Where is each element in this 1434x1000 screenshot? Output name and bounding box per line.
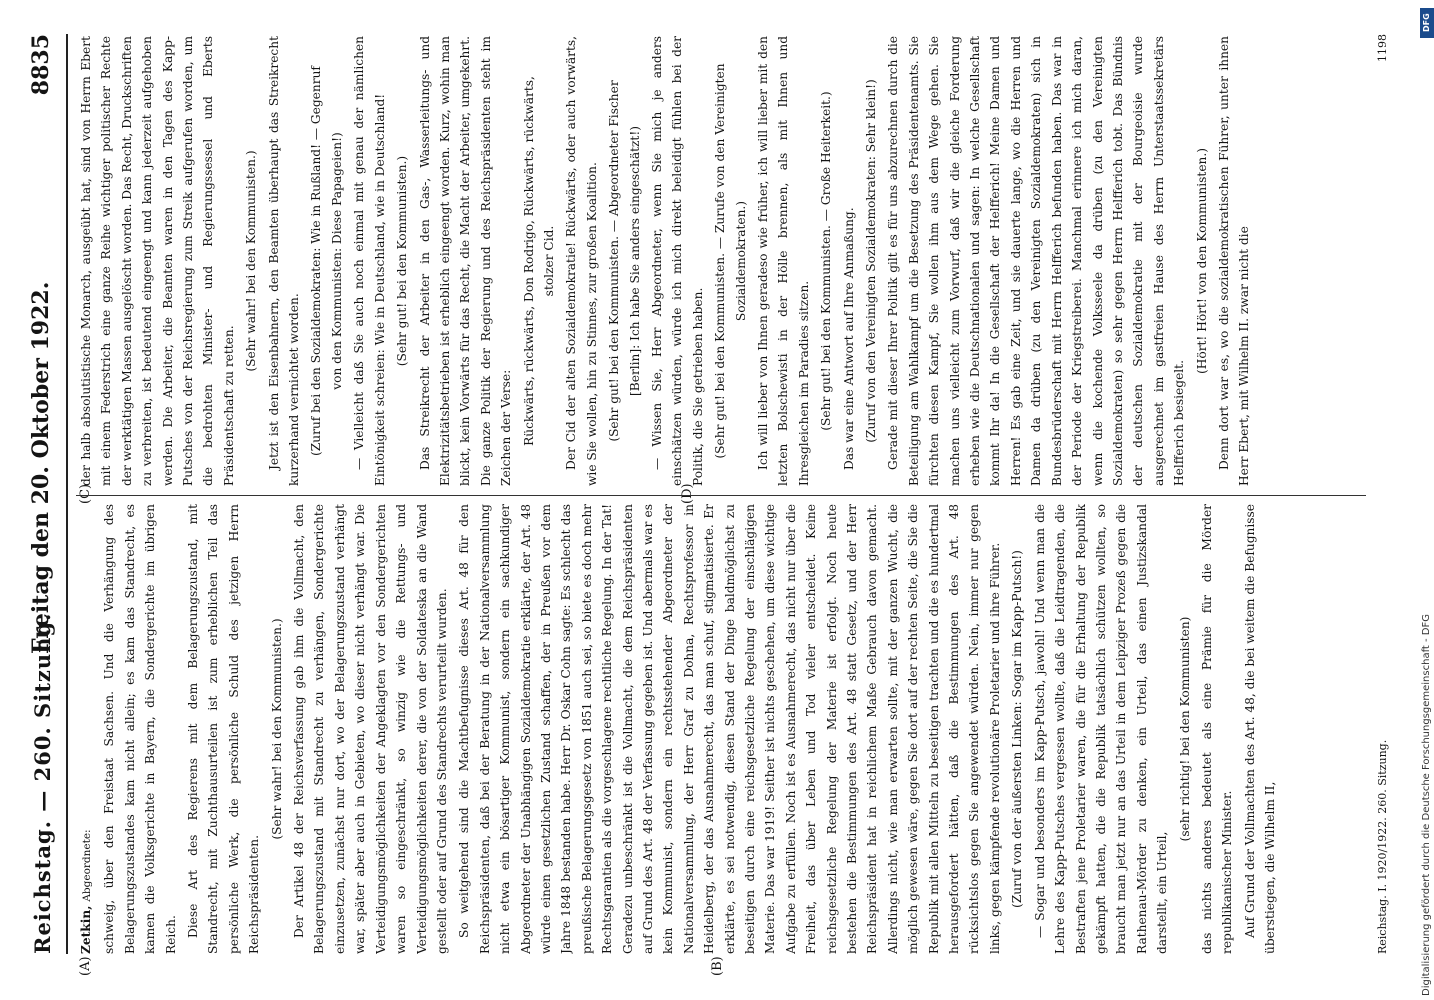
paragraph: Der Artikel 48 der Reichsverfassung gab ihm die Vollmacht, den Belagerungszustand mit Standrecht zu verhängen, Sondergerichte einzusetzen, zunächst nur dort, wo der Belagerungszustand verhängt war, später aber auch in Gebieten, wo dieser nicht verhängt war. Die Verteidigungsmöglichkeiten der Angeklagten vor den Sondergerichten waren so eingeschränkt, so winzig wie die Rettungs- und Verteidigungsmöglichkeiten derer, die von der Soldateska an die Wand gestellt oder auf Grund des Standrechts verurteilt wurden. [292, 504, 449, 954]
right-column [76, 36, 1376, 486]
paragraph: — Vielleicht daß Sie auch noch einmal mit genau der nämlichen Eintönigkeit schreien: Wie in Deutschland, wie in Deutschland! [352, 36, 387, 486]
paragraph: — Sogar und besonders im Kapp-Putsch, jawohl! Und wenn man die Lehre des Kapp-Putsches vergessen wollte, daß die Leidtragenden, die Bestraften jene Proletarier waren, die für die Erhaltung der Republik gekämpft hatten, die die Republik tatsächlich schützen wollten, so braucht man jetzt nur an das Urteil in dem Leipziger Prozeß gegen die Rathenau-Mörder zu denken, ein Urteil, das einen Justizskandal darstellt, ein Urteil, [1032, 504, 1170, 954]
left-column [76, 504, 1376, 954]
paragraph: der halb absolutistische Monarch, ausgeübt hat, sind von Herrn Ebert mit einem Federstrich eine ganze Reihe wichtiger politischer Rechte der werktätigen Massen ausgelöscht worden. Das Recht, Druckschriften zu verbreiten, ist bedeutend eingeengt und kann jederzeit aufgehoben werden. Die Arbeiter, die Beamten waren in den Tagen des Kapp-Putsches von der Reichsregierung zum Streik aufgerufen worden, um die bedrohten Minister- und Regierungssessel und Eberts Präsidentschaft zu retten. [79, 36, 236, 486]
interjection: (Sehr wahr! bei den Kommunisten.) [244, 150, 259, 372]
margin-letter-c: (C) [78, 483, 93, 504]
paragraph: Jetzt ist den Eisenbahnern, den Beamten überhaupt das Streikrecht kurzerhand vernichtet worden. [266, 36, 302, 486]
paragraph: Auf Grund der Vollmachten des Art. 48, die bei weitem die Befugnisse überstiegen, die Wilhelm II, [1242, 504, 1278, 954]
paragraph: schweig, über den Freistaat Sachsen. Und die Verhängung des Belagerungszustandes kam nicht allein; es kam das Standrecht, es kamen die Volksgerichte in Bayern, die Sondergerichte im übrigen Reich. [102, 504, 178, 954]
dfg-logo: DFG [1420, 8, 1434, 38]
document-page [20, 20, 1398, 980]
page-header [26, 34, 66, 954]
interjection: (Hört! Hört! von den Kommunisten.) [1194, 147, 1209, 375]
paragraph: Ich will lieber von Ihnen geradeso wie früher, ich will lieber mit den letzten Bolschewisti in der Hölle brennen, als mit Ihnen und Ihresgleichen im Paradies sitzen. [756, 36, 811, 486]
footer-signature: Reichstag. I. 1920/1922. 260. Sitzung. [1376, 739, 1389, 954]
interjection: (Sehr wahr! bei den Kommunisten.) [269, 618, 284, 840]
header-session: Reichstag. — 260. Sitzung. [30, 612, 55, 954]
interjection: Rückwärts, rückwärts, Don Rodrigo, Rückwärts, rückwärts, stolzer Cid. [521, 76, 556, 446]
paragraph: — Wissen Sie, Herr Abgeordneter, wenn Sie mich je anders einschätzen würden, würde ich mich direkt beleidigt fühlen bei der Politik, die Sie getrieben haben. [649, 36, 705, 486]
paragraph: das nichts anderes bedeutet als eine Prämie für die Mörder republikanischer Minister. [1199, 504, 1235, 954]
speaker-role: Abgeordnete: [81, 829, 93, 902]
interjection: (Sehr gut! bei den Kommunisten. — Abgeordneter Fischer [Berlin]: Ich habe Sie anders eingeschätzt!) [607, 80, 642, 442]
margin-letter-d: (D) [680, 483, 695, 504]
speaker-line [76, 504, 97, 954]
paragraph: Gerade mit dieser Ihrer Politik gilt es für uns abzurechnen durch die Beteiligung am Wahlkampf um die Besetzung des Präsidentenamts. Sie fürchten diesen Kampf, Sie wollen ihm aus dem Wege gehen. Sie machen uns vielleicht zum Vorwurf, daß wir die gleiche Forderung erheben wie die Deutschnationalen und sagen: In welche Gesellschaft kommt Ihr da! In die Gesellschaft der Helfferich! Meine Damen und Herren! Es gab eine Zeit, und sie dauerte lange, wo die Herren und Damen da drüben (zu den Vereinigten Sozialdemokraten) sich in Bundesbrüderschaft mit Herrn Helfferich befunden haben. Das war in der Periode der Kriegstreiberei. Manchmal erinnere ich mich daran, wenn die kochende Volksseele da drüben (zu den Vereinigten Sozialdemokraten) so sehr gegen Herrn Helfferich tobt. Das Bündnis der deutschen Sozialdemokratie mit der Bourgeoisie wurde ausgerechnet im gastfreien Hause des Herrn Unterstaatssekretärs Helfferich besiegelt. [886, 36, 1187, 486]
paragraph: Diese Art des Regierens mit dem Belagerungszustand, mit Standrecht, mit Zuchthausurteilen ist zum erheblichen Teil das persönliche Werk, die persönliche Schuld des jetzigen Herrn Reichspräsidenten. [186, 504, 262, 954]
interjection: (sehr richtig! bei den Kommunisten) [1177, 616, 1192, 842]
paragraph: Denn dort war es, wo die sozialdemokratischen Führer, unter ihnen Herr Ebert, mit Wilhelm II. zwar nicht die [1216, 36, 1252, 486]
page-number: 8835 [28, 34, 54, 96]
interjection: (Sehr gut! bei den Kommunisten.) [395, 155, 410, 367]
interjection: (Zuruf bei den Sozialdemokraten: Wie in Rußland! — Gegenruf von den Kommunisten: Diese Papageien!) [309, 66, 344, 456]
paragraph: Das war eine Antwort auf Ihre Anmaßung. [841, 207, 856, 470]
paragraph: Das Streikrecht der Arbeiter in den Gas-, Wasserleitungs- und Elektrizitätsbetrieben ist erheblich eingeengt worden. Kurz, wohin man blickt, kein Vorwärts für das Recht, die Macht der Arbeiter, umgekehrt. Die ganze Politik der Regierung und des Reichspräsidenten steht im Zeichen der Verse: [417, 36, 514, 486]
column-divider [76, 495, 1366, 496]
header-date: Freitag den 20. Oktober 1922. [28, 281, 54, 654]
margin-letter-b: (B) [710, 956, 725, 976]
speaker-name: Zetkin, [79, 905, 93, 954]
paragraph: Der Cid der alten Sozialdemokratie! Rückwärts, oder auch vorwärts, wie Sie wollen, hin zu Stinnes, zur großen Koalition. [564, 36, 599, 486]
interjection: (Sehr gut! bei den Kommunisten. — Zurufe von den Vereinigten Sozialdemokraten.) [713, 63, 748, 459]
interjection: (Zuruf von der äußersten Linken: Sogar im Kapp-Putsch!) [1010, 550, 1025, 908]
footer-number: 1198 [1376, 34, 1389, 62]
interjection: (Sehr gut! bei den Kommunisten. — Große Heiterkeit.) [819, 91, 834, 431]
margin-letter-a: (A) [78, 956, 93, 976]
interjection: (Zuruf von den Vereinigten Sozialdemokraten: Sehr klein!) [864, 79, 879, 443]
digitization-note: Digitalisierung gefördert durch die Deutsche Forschungsgemeinschaft - DFG [1421, 613, 1432, 996]
header-rule [66, 34, 68, 954]
paragraph: So weitgehend sind die Machtbefugnisse dieses Art. 48 für den Reichspräsidenten, daß bei der Beratung in der Nationalversammlung nicht etwa ein bösartiger Kommunist, sondern ein sachkundiger Abgeordneter der Unabhängigen Sozialdemokratie erklärte, der Art. 48 würde einen gesetzlichen Zustand schaffen, der in Preußen vor dem Jahre 1848 bestanden habe. Herr Dr. Oskar Cohn sagte: Es schlecht das preußische Belagerungsgesetz von 1851 auch sei, so biete es doch mehr Rechtsgarantien als die vorgeschlagene rechtliche Regelung. In der Tat! Geradezu unbeschränkt ist die Vollmacht, die dem Reichspräsidenten auf Grund des Art. 48 der Verfassung gegeben ist. Und abermals war es kein Kommunist, sondern ein rechtsstehender Abgeordneter der Nationalversammlung, der Herr Graf zu Dohna, Rechtsprofessor in Heidelberg, der das Ausnahmerecht, das man schuf, stigmatisierte. Er erklärte, es sei notwendig, diesen Stand der Dinge baldmöglichst zu beseitigen durch eine reichsgesetzliche Regelung der einschlägigen Materie. Das war 1919! Seither ist nichts geschehen, um diese wichtige Aufgabe zu erfüllen. Noch ist es Ausnahmerecht, das nicht nur über die Freiheit, das über Leben und Tod vieler entscheidet. Keine reichsgesetzliche Regelung der Materie ist erfolgt. Noch heute bestehen die Bestimmungen des Art. 48 statt Gesetz, und der Herr Reichspräsident hat in reichlichem Maße Gebrauch davon gemacht. Allerdings nicht, wie man erwarten sollte, mit der ganzen Wucht, die möglich gewesen wäre, gegen Sie dort auf der rechten Seite, die Sie die Republik mit allen Mitteln zu beseitigen trachten und die es hundertmal herausgefordert hätten, daß die Bestimmungen des Art. 48 rücksichtslos gegen Sie angewendet würden. Nein, immer nur gegen links, gegen kämpfende revolutionäre Proletarier und ihre Führer. [457, 504, 1002, 954]
